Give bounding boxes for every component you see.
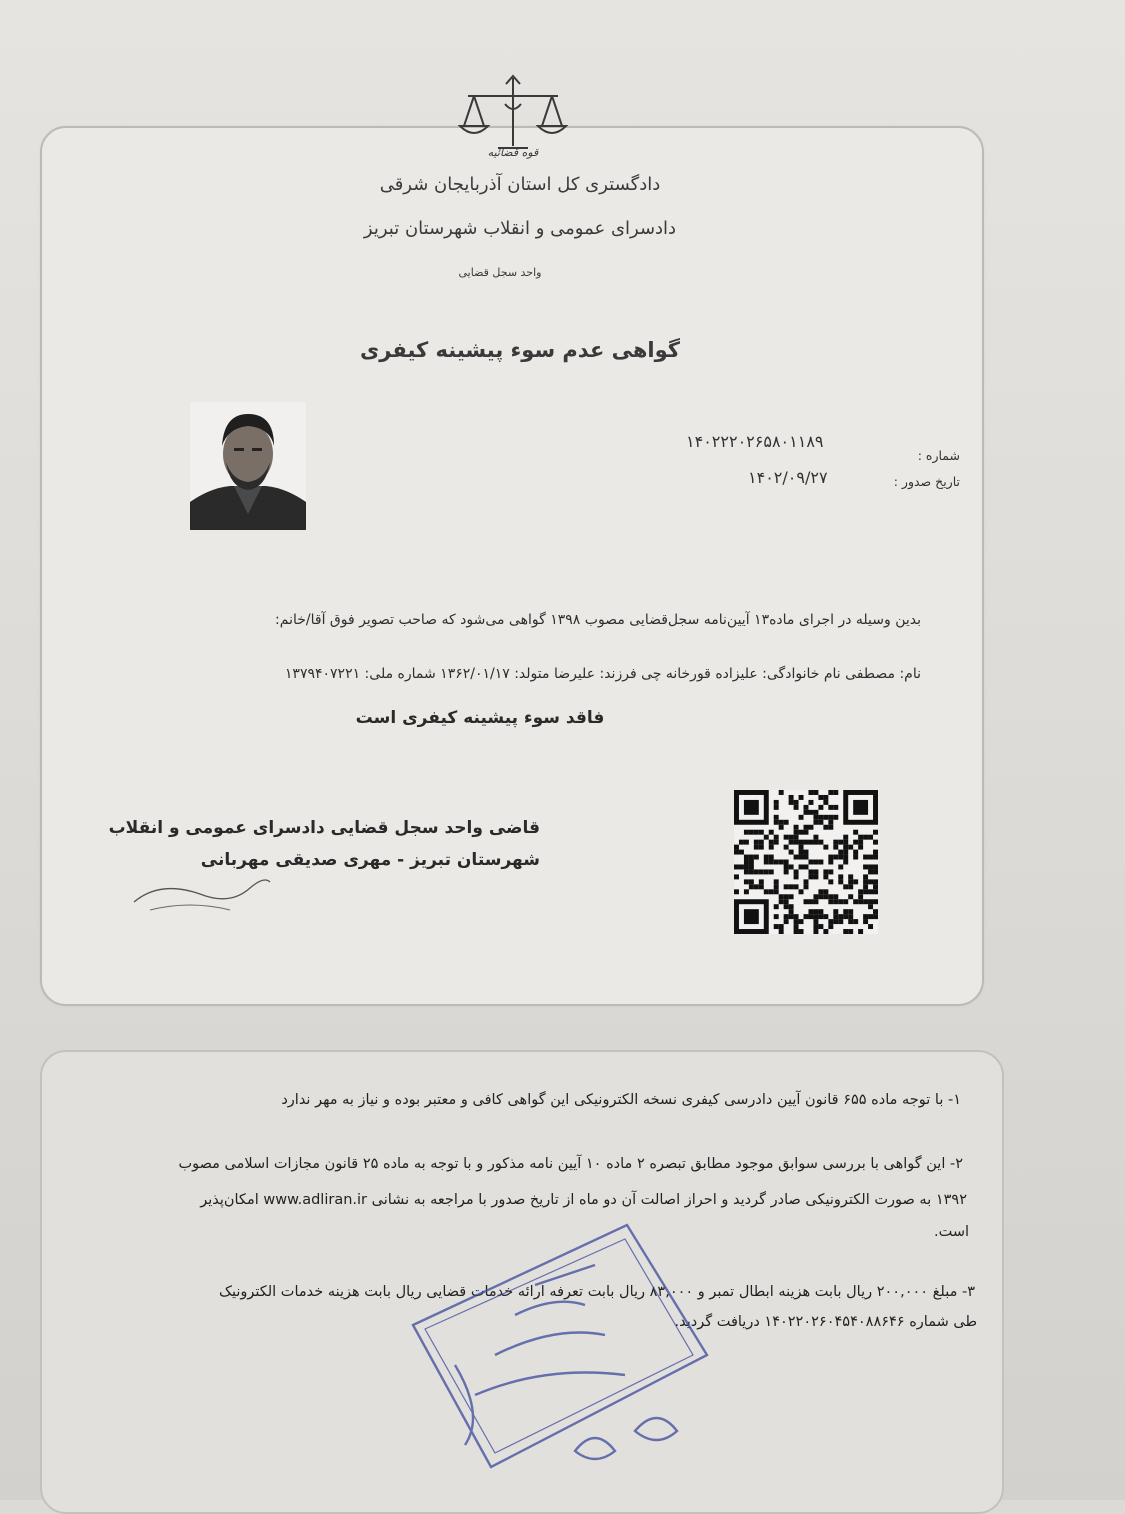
number-label: شماره : xyxy=(917,448,960,463)
header-office-line: دادسرای عمومی و انقلاب شهرستان تبریز xyxy=(363,218,677,239)
header-motto: قوه قضائیه xyxy=(487,146,539,159)
header-court-line: دادگستری کل استان آذربایجان شرقی xyxy=(379,174,661,195)
qr-code xyxy=(734,790,878,934)
note-3-line-2: طی شماره ۱۴۰۲۲۰۲۶۰۴۵۴۰۸۸۶۴۶ دریافت گردید. xyxy=(674,1314,977,1330)
signature-line-2: شهرستان تبریز - مهری صدیقی مهربانی xyxy=(200,850,540,870)
certificate-title: گواهی عدم سوء پیشینه کیفری xyxy=(360,338,680,362)
note-2-line-1: ۲- این گواهی با بررسی سوابق موجود مطابق تبصره ۲ ماده ۱۰ آیین نامه مذکور و با توجه به ماده ۲۵ قانون مجازات اسلامی مصوب xyxy=(178,1156,963,1172)
note-2-line-2: ۱۳۹۲ به صورت الکترونیکی صادر گردید و احراز اصالت آن دو ماه از تاریخ صدور با مراجعه به نشانی www.adliran.ir امکان‌پذیر xyxy=(200,1192,967,1208)
note-1: ۱- با توجه ماده ۶۵۵ قانون آیین دادرسی کیفری نسخه الکترونیکی این گواهی کافی و معتبر بوده و نیاز به مهر ندارد xyxy=(281,1092,961,1108)
number-value: ۱۴۰۲۲۲۰۲۶۵۸۰۱۱۸۹ xyxy=(686,432,824,451)
note-2-line-3: است. xyxy=(933,1224,969,1240)
handwritten-signature xyxy=(130,860,280,920)
intro-text: بدین وسیله در اجرای ماده۱۳ آیین‌نامه سجل‌قضایی مصوب ۱۳۹۸ گواهی می‌شود که صاحب تصویر فوق آقا/خانم: xyxy=(275,612,921,628)
result-text: فاقد سوء پیشینه کیفری است xyxy=(355,708,605,728)
date-value: ۱۴۰۲/۰۹/۲۷ xyxy=(748,468,828,487)
date-label: تاریخ صدور : xyxy=(893,474,960,489)
applicant-photo xyxy=(190,402,306,530)
identity-text: نام: مصطفی نام خانوادگی: علیزاده قورخانه چی فرزند: علیرضا متولد: ۱۳۶۲/۰۱/۱۷ شماره ملی: ۱۳۷۹۴۰۷۲۲۱ xyxy=(284,666,921,682)
office-stamp xyxy=(395,1205,725,1505)
signature-line-1: قاضی واحد سجل قضایی دادسرای عمومی و انقلاب xyxy=(108,818,540,838)
note-3-line-1: ۳- مبلغ ۲۰۰,۰۰۰ ریال بابت هزینه ابطال تمبر و ۸۳,۰۰۰ ریال بابت تعرفه ارائه خدمات قضایی ریال بابت هزینه خدمات الکترونیک xyxy=(218,1284,975,1300)
header-unit-line: واحد سجل قضایی xyxy=(458,266,542,279)
